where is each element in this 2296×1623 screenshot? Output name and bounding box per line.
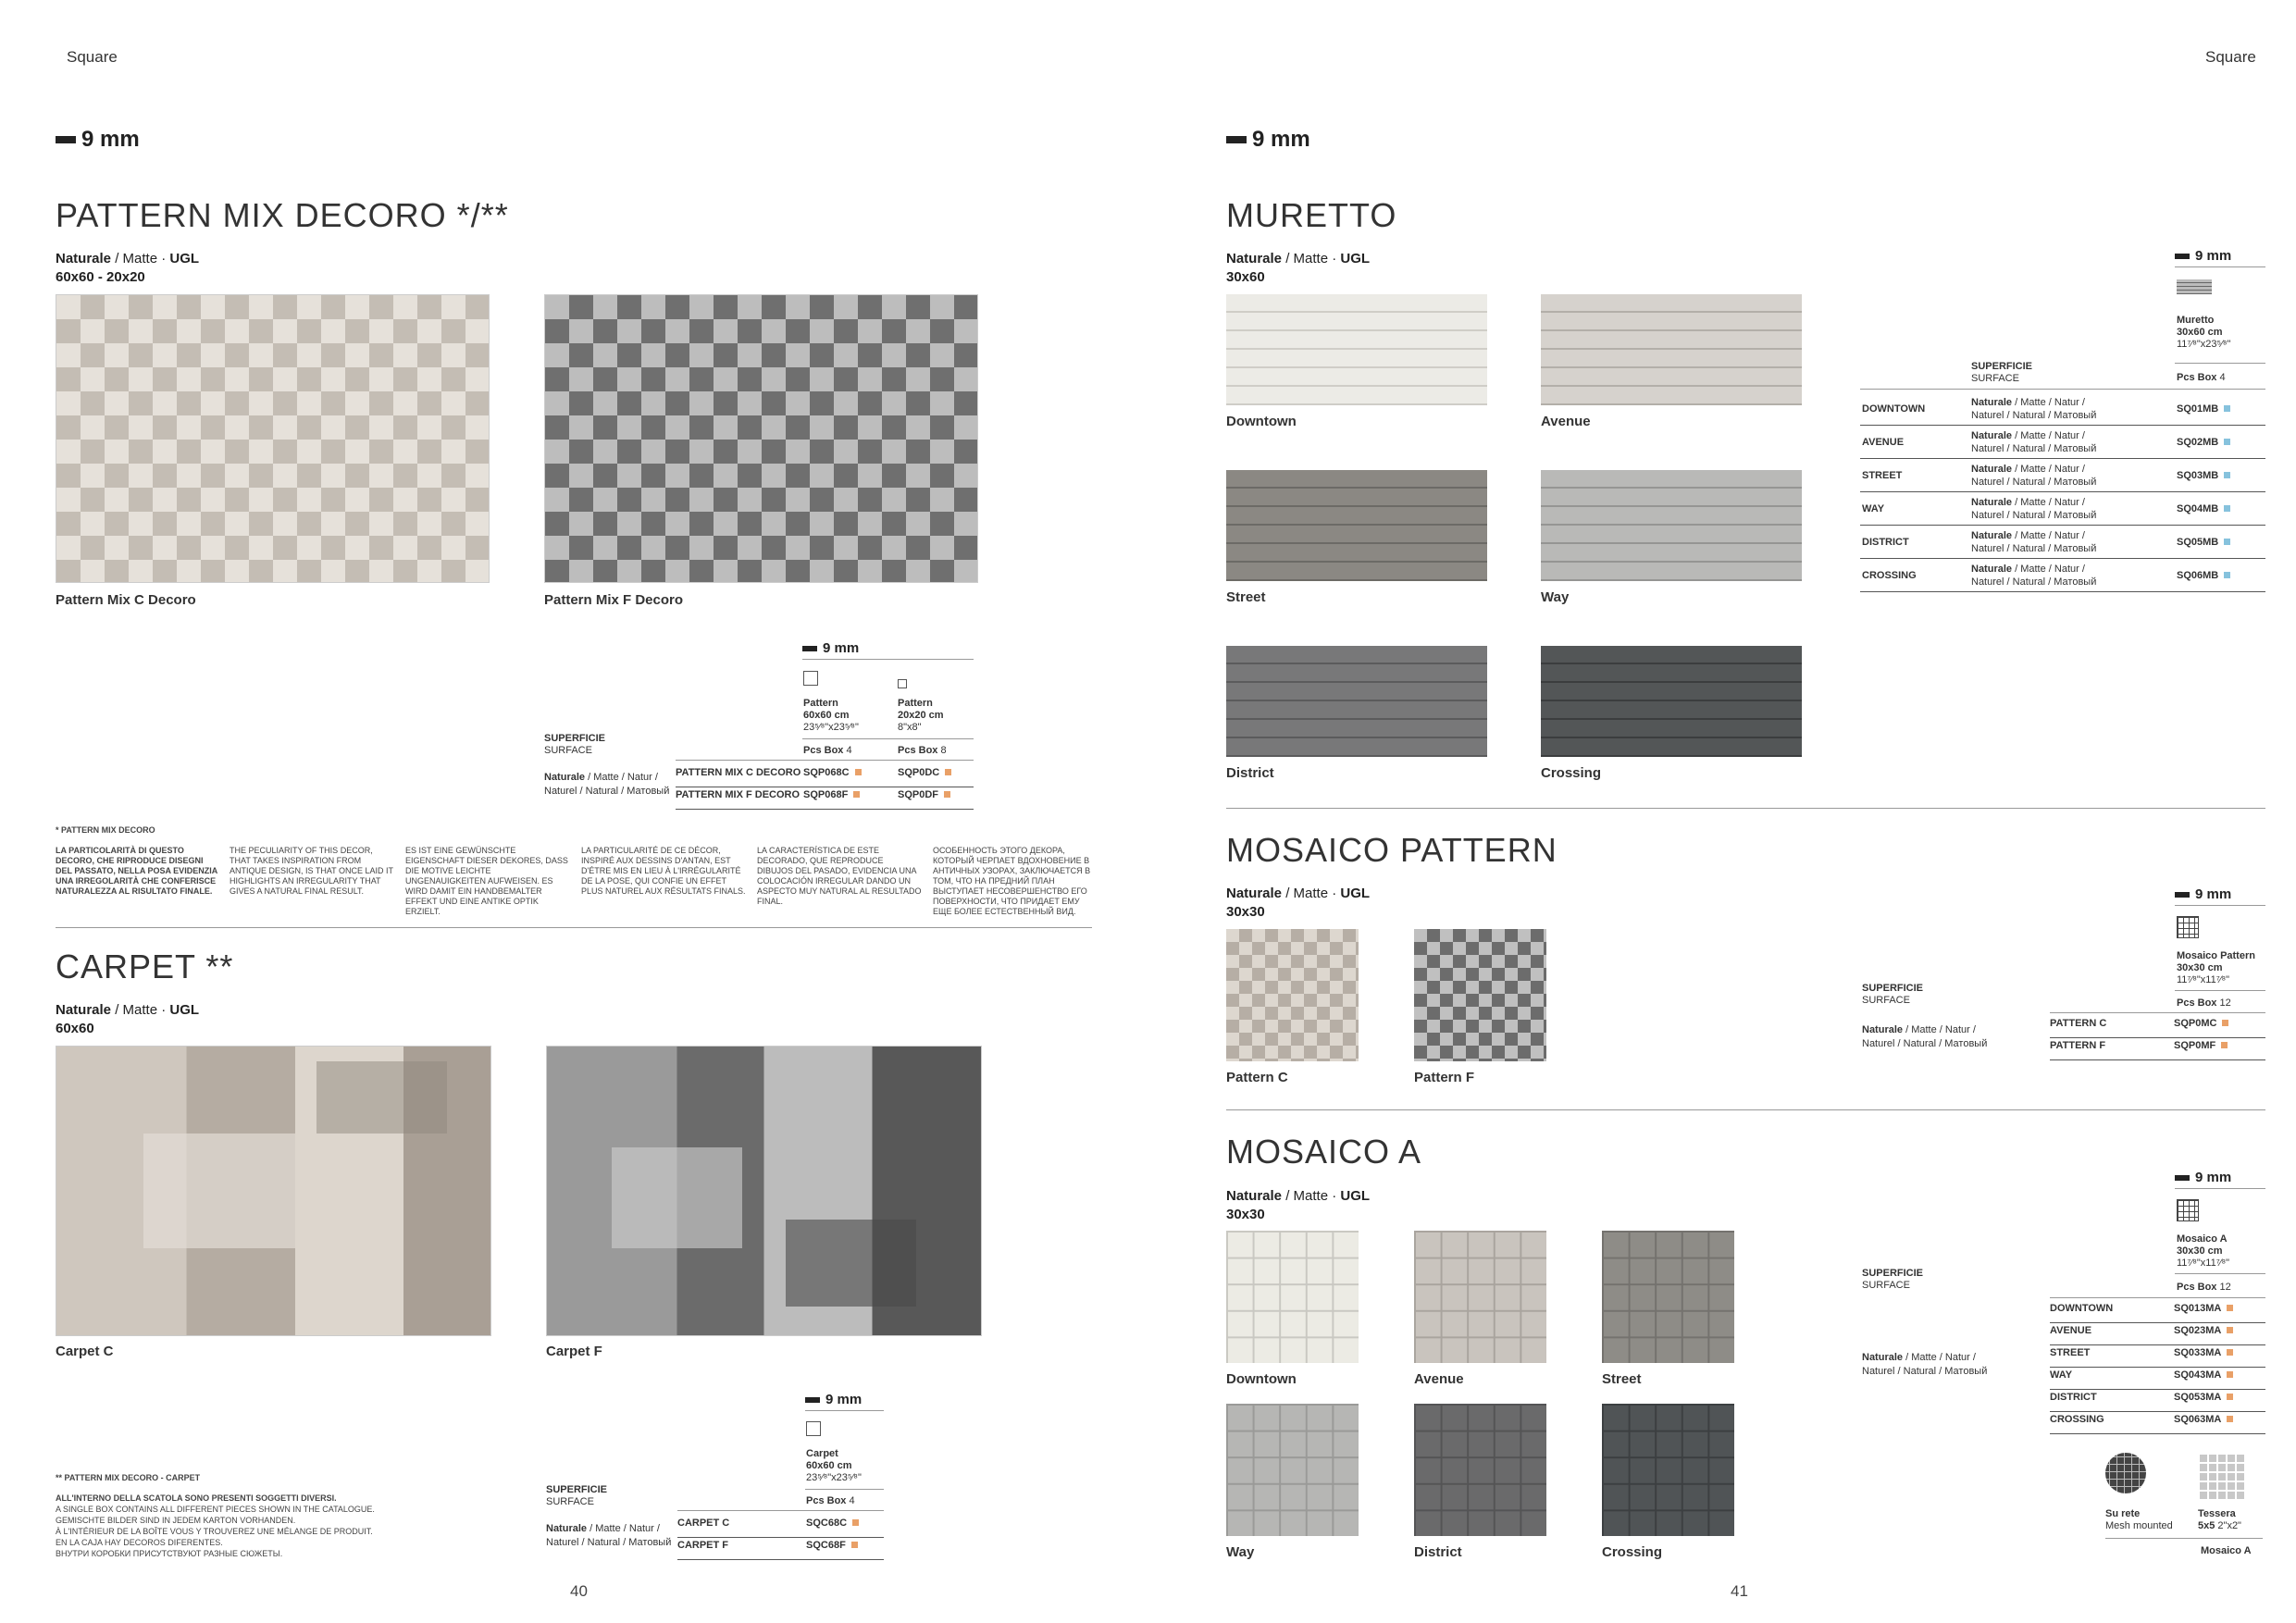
thickness-label: 9 mm xyxy=(2175,248,2231,264)
table-row: CARPET F SQC68F xyxy=(677,1540,884,1560)
table-row: CROSSING Naturale / Matte / Natur / Naturel / Natural / Матовый SQ06MB xyxy=(1860,561,2265,592)
thickness-label: 9 mm xyxy=(805,1392,862,1407)
table-row: CROSSING SQ063MA xyxy=(2050,1414,2265,1434)
finish-multilang: Naturale / Matte / Natur / Naturel / Natural / Матовый xyxy=(544,772,670,797)
tile-caption: Street xyxy=(1226,589,1266,605)
tile-image-muretto-district xyxy=(1226,646,1487,757)
table-row: DOWNTOWN SQ013MA xyxy=(2050,1303,2265,1323)
tile-image-pattern-mix-c xyxy=(56,294,490,583)
note-line: ALL'INTERNO DELLA SCATOLA SONO PRESENTI SOGGETTI DIVERSI. xyxy=(56,1493,337,1503)
format-60x60-icon xyxy=(803,671,818,690)
tile-image-muretto-avenue xyxy=(1541,294,1802,405)
section-title-muretto: MURETTO xyxy=(1226,196,1397,234)
tile-image-mosaico-a-avenue xyxy=(1414,1231,1546,1363)
tile-image-carpet-c xyxy=(56,1046,491,1336)
tile-caption: Crossing xyxy=(1541,765,1602,781)
thickness-label: 9 mm xyxy=(2175,1170,2231,1185)
note-line: EN LA CAJA HAY DECOROS DIFERENTES. xyxy=(56,1538,223,1547)
tile-caption: Downtown xyxy=(1226,414,1297,429)
table-row: DISTRICT SQ053MA xyxy=(2050,1392,2265,1412)
table-row: DISTRICT Naturale / Matte / Natur / Naturel / Natural / Матовый SQ05MB xyxy=(1860,527,2265,559)
note-es: LA CARACTERÍSTICA DE ESTE DECORADO, QUE REPRODUCE DIBUJOS DEL PASADO, EVIDENCIA UNA COLOCACIÓN IRREGULAR DANDO UN ASPECTO MUY NATURAL AL RESULTADO FINAL. xyxy=(757,846,922,906)
section-title-mosaico-pattern: MOSAICO PATTERN xyxy=(1226,831,1558,869)
note-de: ES IST EINE GEWÜNSCHTE EIGENSCHAFT DIESER DEKORES, DASS DIE MOTIVE LEICHTE UNGENAUIGKEITEN AUFWEISEN. ES WIRD DAMIT EIN HANDBEMALTER EFFEKT UND EINE ANTIKE OPTIK ERZIELT. xyxy=(405,846,568,916)
format-col1: Pattern 60x60 cm 23⁵⁄⁸"x23⁵⁄⁸" xyxy=(803,698,859,733)
table-row: WAY Naturale / Matte / Natur / Naturel / Natural / Матовый SQ04MB xyxy=(1860,494,2265,526)
tile-caption: Downtown xyxy=(1226,1371,1297,1387)
table-row: WAY SQ043MA xyxy=(2050,1369,2265,1390)
table-row: PATTERN F SQP0MF xyxy=(2050,1040,2265,1060)
format-col1: Carpet 60x60 cm 23⁵⁄⁸"x23⁵⁄⁸" xyxy=(806,1448,862,1483)
running-header-left: Square xyxy=(67,48,118,66)
thickness-label: 9 mm xyxy=(802,640,859,656)
tile-caption: Crossing xyxy=(1602,1544,1663,1560)
tile-image-mosaico-a-street xyxy=(1602,1231,1734,1363)
tile-caption: District xyxy=(1226,765,1274,781)
table-row: PATTERN MIX F DECORO SQP068F SQP0DF xyxy=(676,789,974,810)
surface-label: SUPERFICIE SURFACE xyxy=(546,1484,608,1507)
table-row: STREET SQ033MA xyxy=(2050,1347,2265,1368)
tile-image-muretto-downtown xyxy=(1226,294,1487,405)
pcs-box: Pcs Box 8 xyxy=(898,745,947,756)
tile-caption: Pattern C xyxy=(1226,1070,1288,1085)
format-20x20-icon xyxy=(898,676,907,693)
format-col: Mosaico Pattern 30x30 cm 11⁷⁄⁸"x11⁷⁄⁸" xyxy=(2177,950,2255,985)
tile-image-mosaico-a-way xyxy=(1226,1404,1359,1536)
tessera-label: Tessera 5x5 2"x2" xyxy=(2198,1508,2241,1531)
tile-image-mosaico-pattern-c xyxy=(1226,929,1359,1061)
finish-multilang: Naturale / Matte / Natur / Naturel / Natural / Матовый xyxy=(1862,1352,1988,1377)
tile-caption: Street xyxy=(1602,1371,1642,1387)
thickness-label: 9 mm xyxy=(2175,886,2231,902)
pcs-box: Pcs Box 12 xyxy=(2177,997,2231,1009)
tile-image-mosaico-a-district xyxy=(1414,1404,1546,1536)
table-row: CARPET C SQC68C xyxy=(677,1518,884,1538)
surface-label: SUPERFICIE SURFACE xyxy=(1971,361,2033,384)
finish-label: Naturale / Matte · UGL 30x30 xyxy=(1226,1188,1371,1222)
table-row: AVENUE Naturale / Matte / Natur / Naturel / Natural / Матовый SQ02MB xyxy=(1860,427,2265,459)
tile-caption: Avenue xyxy=(1414,1371,1464,1387)
tile-caption: Pattern Mix C Decoro xyxy=(56,592,196,608)
tile-caption: Pattern Mix F Decoro xyxy=(544,592,684,608)
thickness-label-right: 9 mm xyxy=(1226,127,1310,153)
tile-image-mosaico-a-downtown xyxy=(1226,1231,1359,1363)
thickness-icon xyxy=(1226,136,1247,143)
finish-label: Naturale / Matte · UGL 60x60 xyxy=(56,1002,200,1036)
tile-image-carpet-f xyxy=(546,1046,982,1336)
tile-image-muretto-crossing xyxy=(1541,646,1802,757)
note-line: A SINGLE BOX CONTAINS ALL DIFFERENT PIECES SHOWN IN THE CATALOGUE. xyxy=(56,1505,375,1514)
tile-image-muretto-street xyxy=(1226,470,1487,581)
note-line: GEMISCHTE BILDER SIND IN JEDEM KARTON VORHANDEN. xyxy=(56,1516,296,1525)
thickness-icon xyxy=(56,136,76,143)
format-col2: Pattern 20x20 cm 8"x8" xyxy=(898,698,944,733)
format-60x60-icon xyxy=(806,1421,821,1441)
mosaico-grid-icon xyxy=(2177,916,2199,938)
page-number-left: 40 xyxy=(570,1582,588,1600)
table-row: DOWNTOWN Naturale / Matte / Natur / Naturel / Natural / Матовый SQ01MB xyxy=(1860,394,2265,426)
muretto-format-icon xyxy=(2177,279,2212,294)
mosaico-grid-icon xyxy=(2177,1199,2199,1221)
note-en: THE PECULIARITY OF THIS DECOR, THAT TAKES INSPIRATION FROM ANTIQUE DESIGN, IS THAT ONCE LAID IT HIGHLIGHTS AN IRREGULARITY THAT GIVES A NATURAL FINAL RESULT. xyxy=(230,846,393,896)
note-ru: ОСОБЕННОСТЬ ЭТОГО ДЕКОРА, КОТОРЫЙ ЧЕРПАЕТ ВДОХНОВЕНИЕ В АНТИЧНЫХ УЗОРАХ, ЗАКЛЮЧАЕТСЯ В ТОМ, ЧТО НА ПРЕДНИЙ ПЛАН ВЫСТУПАЕТ НЕСОВЕРШЕНСТВО ЕГО ПОВЕРХНОСТИ, ЧТО ПРИДАЕТ ЕМУ ЕЩЕ БОЛЕЕ ЕСТЕСТВЕННЫЙ ВИД. xyxy=(933,846,1091,916)
table-row: STREET Naturale / Matte / Natur / Naturel / Natural / Матовый SQ03MB xyxy=(1860,461,2265,492)
finish-label: Naturale / Matte · UGL 30x30 xyxy=(1226,886,1371,920)
tile-caption: Carpet C xyxy=(56,1344,114,1359)
note-title: ** PATTERN MIX DECORO - CARPET xyxy=(56,1473,201,1482)
surface-label: SUPERFICIE SURFACE xyxy=(544,733,606,756)
running-header-right: Square xyxy=(2205,48,2256,66)
tile-caption: Avenue xyxy=(1541,414,1591,429)
tessera-icon xyxy=(2198,1453,2244,1499)
pcs-box: Pcs Box 4 xyxy=(2177,372,2226,383)
finish-label: Naturale / Matte · UGL 60x60 - 20x20 xyxy=(56,251,200,285)
tile-image-mosaico-pattern-f xyxy=(1414,929,1546,1061)
pcs-box: Pcs Box 4 xyxy=(803,745,852,756)
table-row: AVENUE SQ023MA xyxy=(2050,1325,2265,1345)
format-col: Mosaico A 30x30 cm 11⁷⁄⁸"x11⁷⁄⁸" xyxy=(2177,1233,2230,1269)
tile-caption: Carpet F xyxy=(546,1344,602,1359)
thickness-label-left: 9 mm xyxy=(56,127,140,153)
mosaico-a-label: Mosaico A xyxy=(2201,1545,2252,1556)
section-title-carpet: CARPET ** xyxy=(56,948,234,985)
tile-image-pattern-mix-f xyxy=(544,294,978,583)
format-col: Muretto 30x60 cm 11⁷⁄⁸"x23⁵⁄⁸" xyxy=(2177,315,2231,350)
note-line: ВНУТРИ КОРОБКИ ПРИСУТСТВУЮТ РАЗНЫЕ СЮЖЕТЫ. xyxy=(56,1549,283,1558)
note-it: LA PARTICOLARITÀ DI QUESTO DECORO, CHE RIPRODUCE DISEGNI DEL PASSATO, NELLA POSA EVIDENZIA UNA IRREGOLARITÀ CHE CONFERISCE NATURALEZZA AL RISULTATO FINALE. xyxy=(56,846,217,896)
finish-label: Naturale / Matte · UGL 30x60 xyxy=(1226,251,1371,285)
tile-caption: District xyxy=(1414,1544,1462,1560)
section-title-pattern-mix: PATTERN MIX DECORO */** xyxy=(56,196,509,234)
tile-caption: Way xyxy=(1541,589,1570,605)
note-line: À L'INTÉRIEUR DE LA BOÎTE VOUS Y TROUVEREZ UNE MÉLANGE DE PRODUIT. xyxy=(56,1527,373,1536)
finish-multilang: Naturale / Matte / Natur / Naturel / Natural / Матовый xyxy=(546,1523,672,1548)
mesh-label: Su rete Mesh mounted xyxy=(2105,1508,2173,1531)
table-row: PATTERN C SQP0MC xyxy=(2050,1018,2265,1038)
tile-caption: Way xyxy=(1226,1544,1255,1560)
note-fr: LA PARTICULARITÉ DE CE DÉCOR, INSPIRÉ AUX DESSINS D'ANTAN, EST D'ÉTRE MIS EN LIEU À L'IRRÉGULARITÉ DE LA POSE, QUI CONFIE UN EFFET PLUS NATUREL AUX RÉSULTATS FINALS. xyxy=(581,846,746,896)
table-row: PATTERN MIX C DECORO SQP068C SQP0DC xyxy=(676,767,974,787)
tile-image-mosaico-a-crossing xyxy=(1602,1404,1734,1536)
section-title-mosaico-a: MOSAICO A xyxy=(1226,1133,1422,1171)
finish-multilang: Naturale / Matte / Natur / Naturel / Natural / Матовый xyxy=(1862,1024,1988,1049)
pcs-box: Pcs Box 4 xyxy=(806,1495,855,1506)
surface-label: SUPERFICIE SURFACE xyxy=(1862,1268,1924,1291)
pcs-box: Pcs Box 12 xyxy=(2177,1282,2231,1293)
mesh-mounted-icon xyxy=(2105,1453,2146,1493)
surface-label: SUPERFICIE SURFACE xyxy=(1862,983,1924,1006)
tile-image-muretto-way xyxy=(1541,470,1802,581)
note-title: * PATTERN MIX DECORO xyxy=(56,825,155,835)
page-number-right: 41 xyxy=(1731,1582,1748,1600)
tile-caption: Pattern F xyxy=(1414,1070,1475,1085)
